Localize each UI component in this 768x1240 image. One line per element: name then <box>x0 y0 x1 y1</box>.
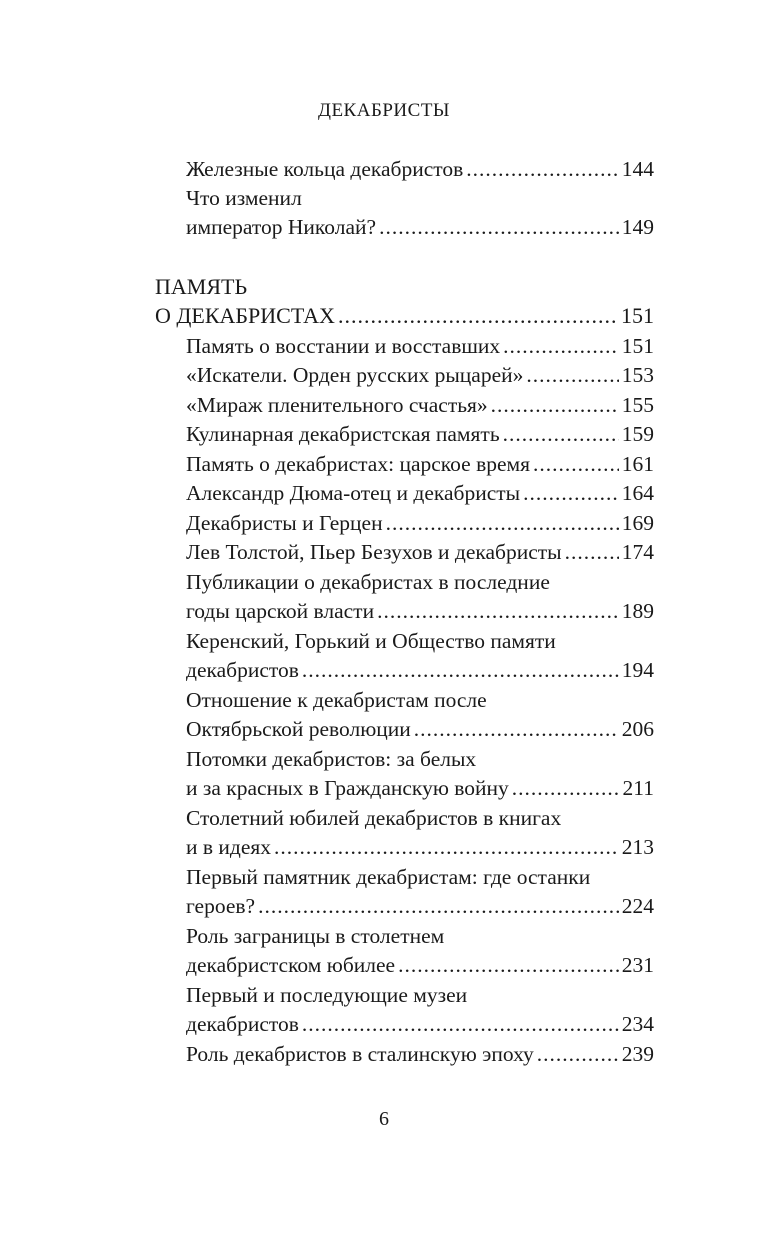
dot-leader <box>533 450 619 478</box>
toc-entry-line1: Столетний юбилей декабристов в книгах <box>186 806 562 830</box>
section-entry <box>155 302 654 330</box>
toc-entry-title: декабристов <box>186 658 299 682</box>
dot-leader <box>503 332 619 360</box>
toc-entry <box>186 656 654 684</box>
toc-entry-line1: Керенский, Горький и Общество памяти <box>186 629 556 653</box>
section-page: 151 <box>621 303 654 328</box>
toc-entry-page: 224 <box>621 894 654 918</box>
toc-entry-title: Октябрьской революции <box>186 717 411 741</box>
dot-leader <box>565 538 619 566</box>
toc-entry-title: «Искатели. Орден русских рыцарей» <box>186 363 524 387</box>
toc-entry-title: Александр Дюма-отец и декабристы <box>186 481 521 505</box>
dot-leader <box>523 479 619 507</box>
toc-entry-page: 155 <box>621 393 654 417</box>
toc-entry-title: император Николай? <box>186 215 377 239</box>
toc-entry-page: 213 <box>621 835 654 859</box>
toc-entry-line1: Роль заграницы в столетнем <box>186 924 445 948</box>
toc-entry-title: Память о восстании и восставших <box>186 334 501 358</box>
toc-entry <box>186 450 654 478</box>
toc-entry-page: 211 <box>622 776 654 800</box>
toc-entry-line1: Отношение к декабристам после <box>186 688 487 712</box>
toc-entry-title: Память о декабристах: царское время <box>186 452 531 476</box>
dot-leader <box>377 597 619 625</box>
toc-entry <box>186 361 654 389</box>
dot-leader <box>302 656 619 684</box>
toc-entry <box>186 774 654 802</box>
toc-entry-page: 169 <box>621 511 654 535</box>
toc-entry <box>186 833 654 861</box>
toc-entry <box>186 479 654 507</box>
toc-entry-title: Кулинарная декабристская память <box>186 422 500 446</box>
toc-entry-title: Роль декабристов в сталинскую эпоху <box>186 1042 534 1066</box>
dot-leader <box>274 833 619 861</box>
dot-leader <box>491 391 619 419</box>
dot-leader <box>338 302 618 330</box>
toc-entry <box>186 509 654 537</box>
toc-entry-line1: Потомки декабристов: за белых <box>186 747 477 771</box>
toc-entry <box>186 1040 654 1068</box>
toc-entry-page: 161 <box>621 452 654 476</box>
toc-entry-page: 149 <box>621 215 654 239</box>
toc-entry <box>186 155 654 183</box>
toc-entry-title: Декабристы и Герцен <box>186 511 383 535</box>
toc-entry-line1: Что изменил <box>186 186 302 210</box>
toc-entry <box>186 597 654 625</box>
dot-leader <box>466 155 618 183</box>
toc-entry-page: 144 <box>621 157 654 181</box>
dot-leader <box>258 892 619 920</box>
dot-leader <box>537 1040 619 1068</box>
toc-entry-title: Лев Толстой, Пьер Безухов и декабристы <box>186 540 562 564</box>
toc-entry <box>186 391 654 419</box>
running-head: ДЕКАБРИСТЫ <box>317 100 450 121</box>
toc-entry <box>186 332 654 360</box>
toc-entry-title: декабристском юбилее <box>186 953 396 977</box>
toc-entry <box>186 1010 654 1038</box>
toc-entry-page: 164 <box>621 481 654 505</box>
dot-leader <box>398 951 619 979</box>
toc-entry-page: 159 <box>621 422 654 446</box>
toc-entry <box>186 951 654 979</box>
section-title-line1: ПАМЯТЬ <box>155 274 248 299</box>
toc-entry <box>186 892 654 920</box>
toc-entry-title: годы царской власти <box>186 599 375 623</box>
toc-entry-title: «Мираж пленительного счастья» <box>186 393 488 417</box>
toc-entry-page: 189 <box>621 599 654 623</box>
dot-leader <box>302 1010 619 1038</box>
toc-entry-line1: Первый и последующие музеи <box>186 983 468 1007</box>
dot-leader <box>512 774 620 802</box>
toc-entry-title: Железные кольца декабристов <box>186 157 464 181</box>
dot-leader <box>386 509 619 537</box>
toc-entry-page: 206 <box>621 717 654 741</box>
toc-entry-page: 231 <box>621 953 654 977</box>
toc-entry-line1: Первый памятник декабристам: где останки <box>186 865 591 889</box>
dot-leader <box>503 420 619 448</box>
toc-entry <box>186 538 654 566</box>
toc-entry-page: 239 <box>621 1042 654 1066</box>
toc-entry-line1: Публикации о декабристах в последние <box>186 570 550 594</box>
toc-entry-title: декабристов <box>186 1012 299 1036</box>
toc-entry-title: и за красных в Гражданскую войну <box>186 776 509 800</box>
toc-entry-title: героев? <box>186 894 256 918</box>
toc-entry-page: 174 <box>621 540 654 564</box>
toc-entry-page: 151 <box>621 334 654 358</box>
dot-leader <box>526 361 618 389</box>
dot-leader <box>379 213 619 241</box>
toc-entry <box>186 715 654 743</box>
dot-leader <box>414 715 619 743</box>
page-number: 6 <box>379 1108 389 1130</box>
toc-entry-page: 153 <box>621 363 654 387</box>
toc-entry <box>186 420 654 448</box>
toc-entry-title: и в идеях <box>186 835 272 859</box>
toc-entry-page: 234 <box>621 1012 654 1036</box>
toc-entry-page: 194 <box>621 658 654 682</box>
section-title: О ДЕКАБРИСТАХ <box>155 303 335 328</box>
toc-entry <box>186 213 654 241</box>
